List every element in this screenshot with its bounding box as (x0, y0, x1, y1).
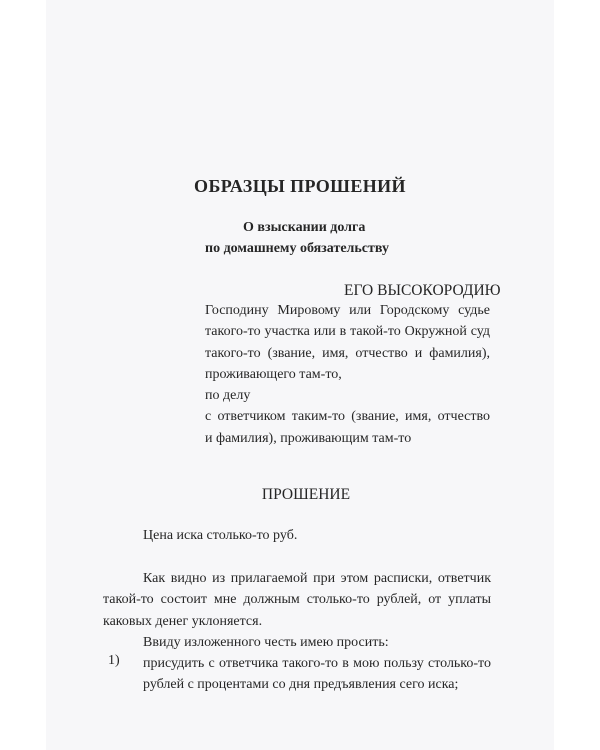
address-block (205, 300, 490, 449)
address-heading: ЕГО ВЫСОКОРОДИЮ (344, 282, 501, 299)
address-line: по делу (205, 388, 251, 404)
claim-price-line: Цена иска столько-то руб. (143, 528, 298, 543)
address-line: Господину Мировому или Городскому судье (205, 303, 490, 318)
body-line: Как видно из прилагаемой при этом расписки, ответчик (143, 571, 491, 586)
address-line: проживающего там-то, (205, 366, 342, 382)
list-item-line: присудить с ответчика такого-то в мою пользу столько-то (143, 656, 491, 672)
subtitle-line-1: О взыскании долга (243, 220, 366, 235)
body-line: Ввиду изложенного честь имею просить: (143, 634, 389, 650)
address-line: такого-то участка или в такой-то Окружной суд (205, 324, 490, 340)
subtitle-line-2: по домашнему обязательству (205, 241, 389, 256)
list-item-number: 1) (108, 653, 120, 668)
petition-heading: ПРОШЕНИЕ (261, 486, 351, 503)
list-item-line: рублей с процентами со дня предъявления сего иска; (143, 677, 459, 693)
body-line: каковых денег уклоняется. (103, 613, 263, 629)
document-title: ОБРАЗЦЫ ПРОШЕНИЙ (194, 176, 406, 196)
address-line: такого-то (звание, имя, отчество и фамилия), (205, 345, 490, 361)
body-line: такой-то состоит мне должным столько-то рублей, от уплаты (103, 592, 491, 608)
petition-body (103, 568, 491, 696)
address-line: с ответчиком таким-то (звание, имя, отчество (205, 409, 490, 425)
address-line: и фамилия), проживающим там-то (205, 430, 412, 446)
